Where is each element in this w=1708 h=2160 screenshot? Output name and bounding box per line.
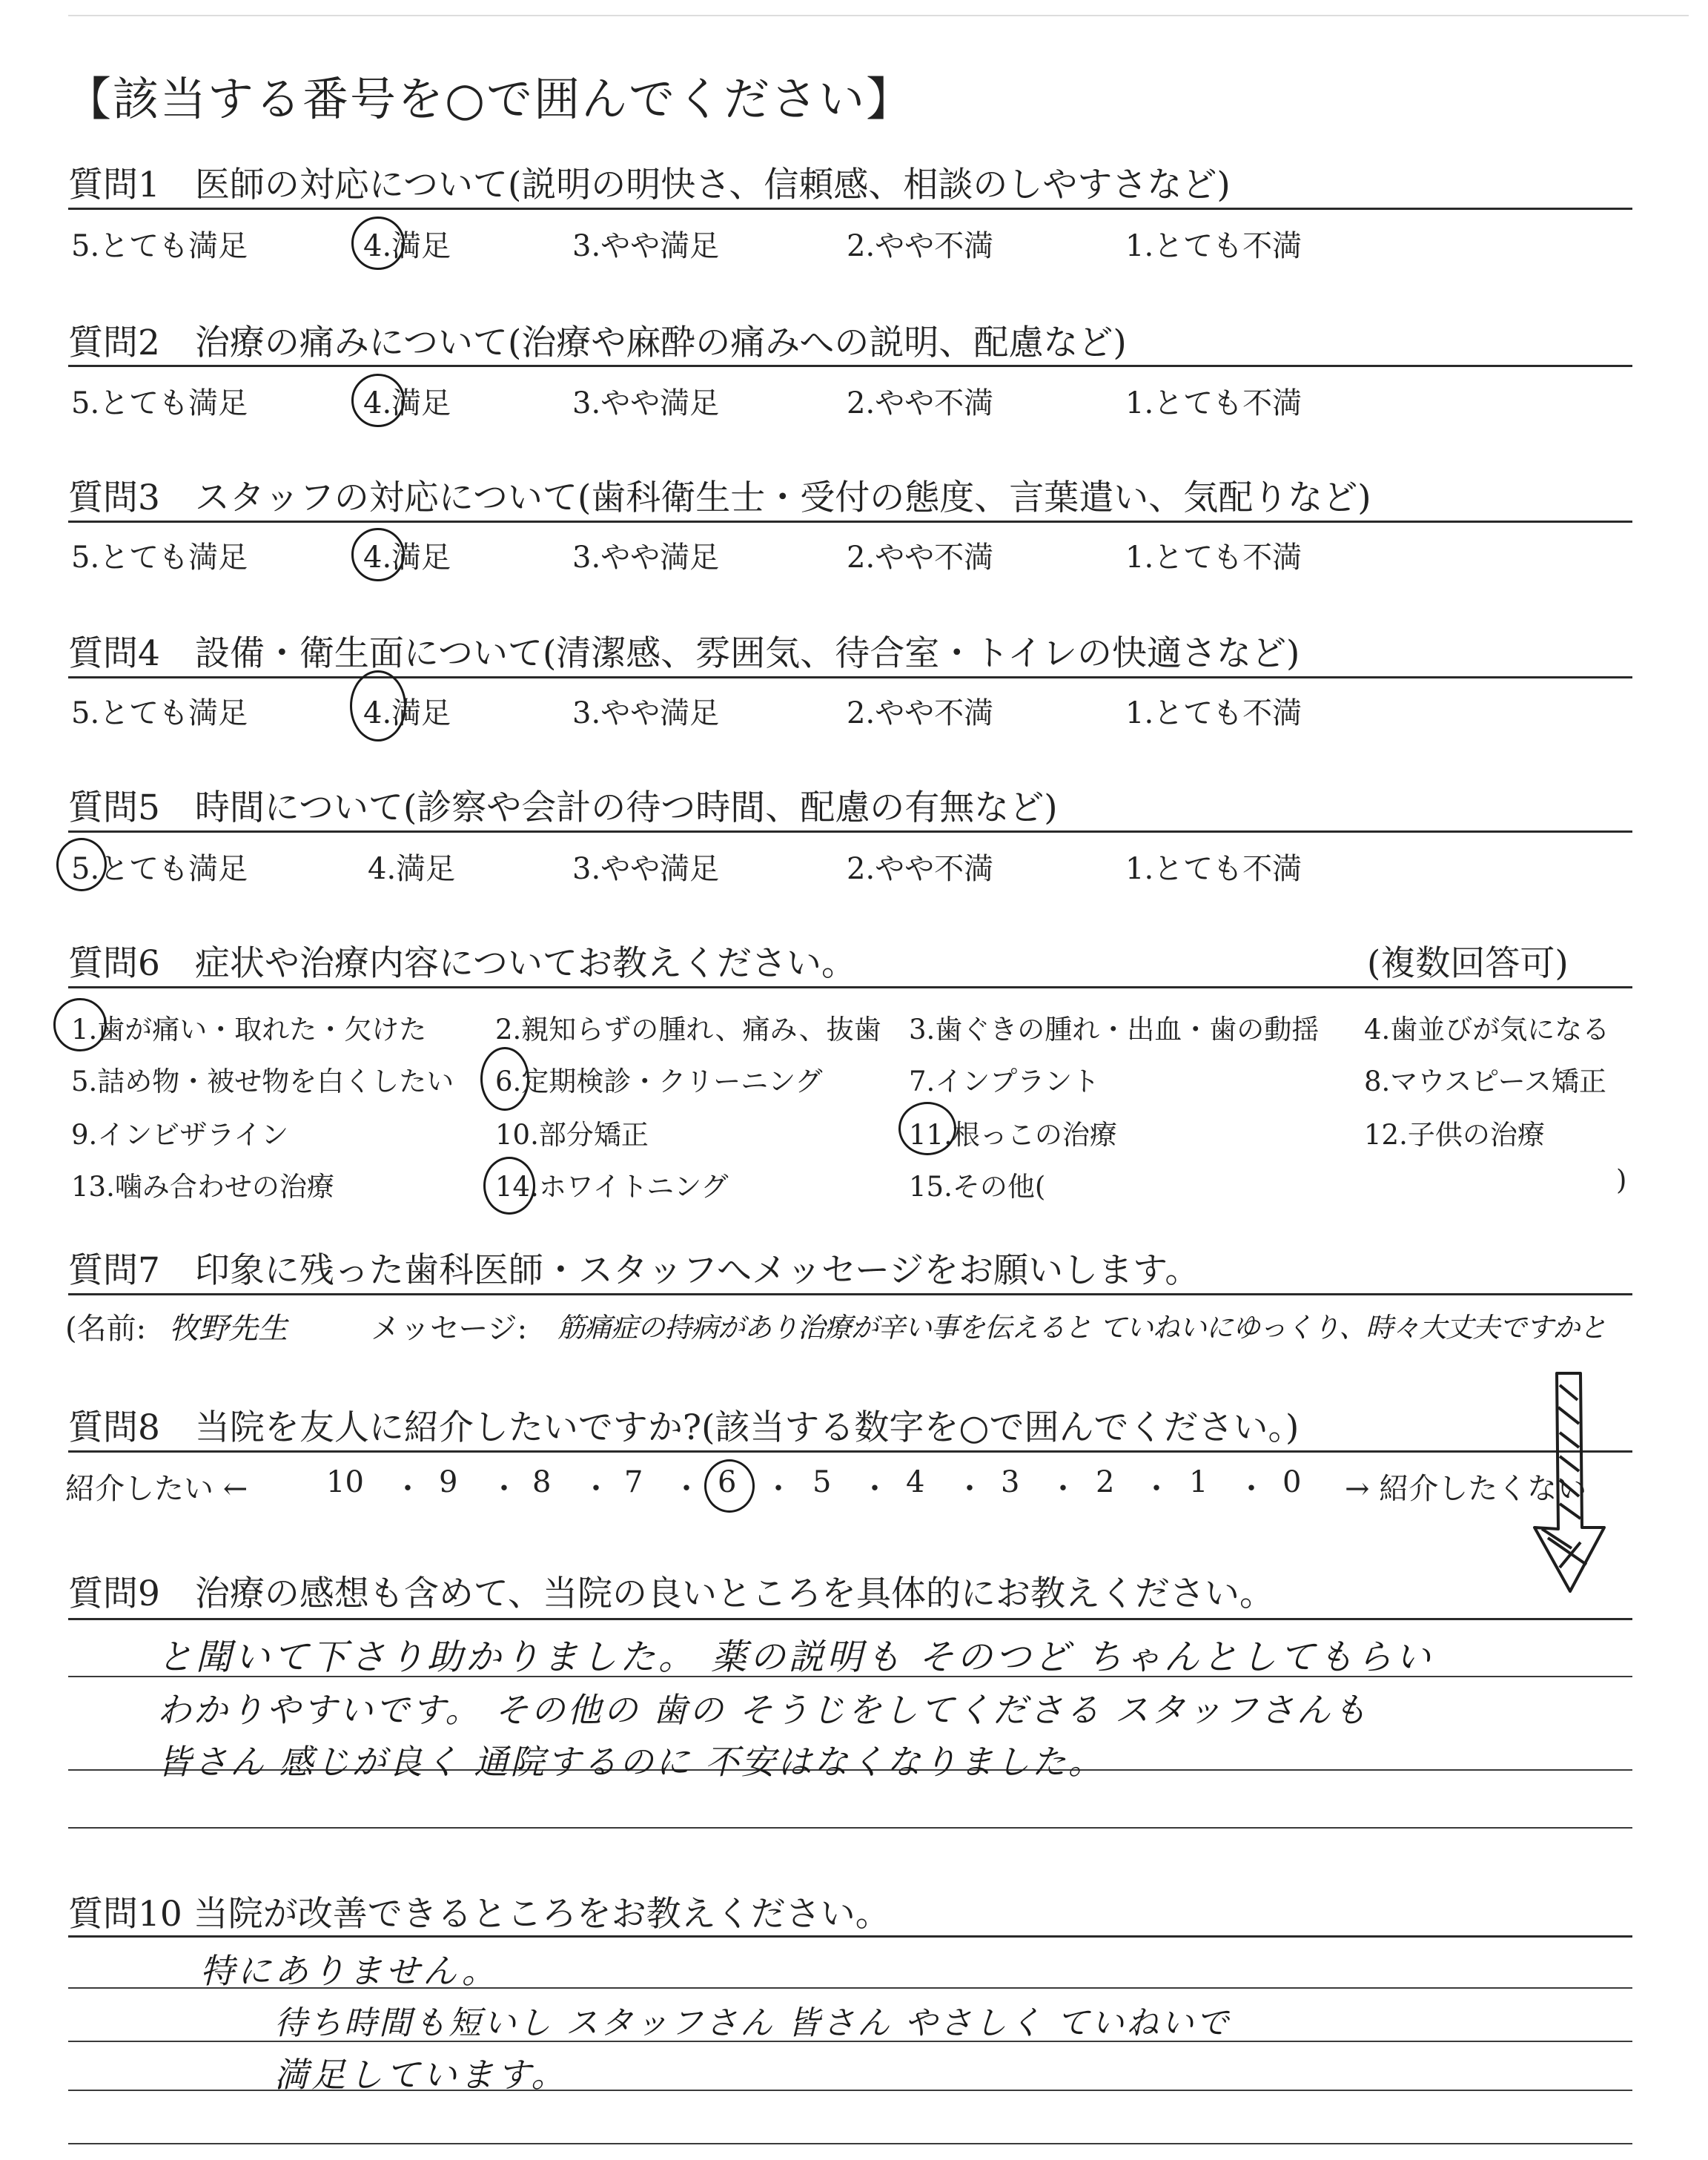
q4-option-2[interactable]: 2.やや不満 [847, 696, 994, 730]
q6-option-9[interactable]: 9.インビザライン [71, 1119, 289, 1151]
q2-rule [68, 365, 1632, 367]
q8-scale-7[interactable]: 7 [624, 1465, 643, 1499]
q3-option-4[interactable]: 4.満足 [363, 541, 451, 575]
q10-answer-line-3[interactable]: 満足しています。 [274, 2055, 569, 2095]
q9-rule [68, 1618, 1632, 1620]
q8-scale-sep: ・ [764, 1472, 793, 1506]
q6-option-5[interactable]: 5.詰め物・被せ物を白くしたい [71, 1066, 454, 1097]
q9-title: 質問9 治療の感想も含めて、当院の良いところを具体的にお教えください。 [68, 1573, 1274, 1614]
q8-scale-1[interactable]: 1 [1189, 1465, 1208, 1499]
q6-option-14[interactable]: 14.ホワイトニング [495, 1171, 729, 1203]
page-header: 【該当する番号を○で囲んでください】 [65, 72, 914, 126]
q6-option-7[interactable]: 7.インプラント [909, 1066, 1100, 1097]
q7-message-label: メッセージ: [371, 1312, 528, 1346]
q3-selection-circle [351, 528, 405, 581]
q5-option-5[interactable]: 5.とても満足 [71, 852, 248, 886]
q2-option-2[interactable]: 2.やや不満 [847, 386, 994, 420]
q2-option-1[interactable]: 1.とても不満 [1125, 386, 1302, 420]
q8-scale-8[interactable]: 8 [532, 1465, 552, 1499]
q3-title: 質問3 スタッフの対応について(歯科衛生士・受付の態度、言葉遣い、気配りなど) [68, 478, 1371, 518]
q7-rule [68, 1293, 1632, 1295]
q8-scale-sep: ・ [1048, 1472, 1078, 1506]
q9-answer-line-1[interactable]: と聞いて下さり助かりました。 薬の説明も そのつど ちゃんとしてもらい [157, 1636, 1434, 1678]
q8-scale-sep: ・ [955, 1472, 984, 1506]
q3-option-3[interactable]: 3.やや満足 [572, 541, 720, 575]
q6-selection-circle-6 [480, 1047, 529, 1111]
q6-option-10[interactable]: 10.部分矯正 [495, 1119, 649, 1151]
q4-option-5[interactable]: 5.とても満足 [71, 696, 248, 730]
q6-title: 質問6 症状や治療内容についてお教えください。 [68, 943, 856, 984]
top-divider [68, 15, 1689, 16]
q2-option-5[interactable]: 5.とても満足 [71, 386, 248, 420]
q10-answer-line-1[interactable]: 特にありません。 [200, 1951, 499, 1991]
q2-option-3[interactable]: 3.やや満足 [572, 386, 720, 420]
q1-selection-circle [351, 217, 405, 270]
q6-option-13[interactable]: 13.噛み合わせの治療 [71, 1171, 334, 1203]
q6-option-12[interactable]: 12.子供の治療 [1364, 1119, 1545, 1151]
q8-scale-4[interactable]: 4 [906, 1465, 925, 1499]
q1-option-5[interactable]: 5.とても満足 [71, 229, 248, 263]
q10-answer-line-2[interactable]: 待ち時間も短いし スタッフさん 皆さん やさしく ていねいで [274, 2004, 1231, 2042]
q6-option-8[interactable]: 8.マウスピース矯正 [1364, 1066, 1606, 1097]
q1-option-2[interactable]: 2.やや不満 [847, 229, 994, 263]
q10-rule [68, 1935, 1632, 1938]
q8-scale-2[interactable]: 2 [1096, 1465, 1115, 1499]
q10-title: 質問10 当院が改善できるところをお教えください。 [68, 1894, 890, 1935]
q5-option-4[interactable]: 4.満足 [368, 852, 456, 886]
q3-rule [68, 521, 1632, 523]
q8-title: 質問8 当院を友人に紹介したいですか?(該当する数字を○で囲んでください。) [68, 1407, 1300, 1448]
q5-option-2[interactable]: 2.やや不満 [847, 852, 994, 886]
q6-option-3[interactable]: 3.歯ぐきの腫れ・出血・歯の動揺 [909, 1014, 1320, 1046]
q10-writing-line [68, 2143, 1632, 2144]
q4-title: 質問4 設備・衛生面について(清潔感、雰囲気、待合室・トイレの快適さなど) [68, 633, 1300, 674]
q5-rule [68, 830, 1632, 833]
q9-answer-line-3[interactable]: 皆さん 感じが良く 通院するのに 不安はなくなりました。 [157, 1742, 1105, 1782]
q9-answer-line-2[interactable]: わかりやすいです。 その他の 歯の そうじをしてくださる スタッフさんも [157, 1690, 1369, 1730]
q8-scale-5[interactable]: 5 [812, 1465, 832, 1499]
q4-option-1[interactable]: 1.とても不満 [1125, 696, 1302, 730]
q8-selection-circle [704, 1459, 755, 1513]
q6-note: (複数回答可) [1367, 943, 1569, 984]
q4-rule [68, 676, 1632, 678]
q4-option-3[interactable]: 3.やや満足 [572, 696, 720, 730]
q1-option-1[interactable]: 1.とても不満 [1125, 229, 1302, 263]
q5-option-3[interactable]: 3.やや満足 [572, 852, 720, 886]
q6-option-2[interactable]: 2.親知らずの腫れ、痛み、抜歯 [495, 1014, 881, 1046]
q8-scale-sep: ・ [1237, 1472, 1266, 1506]
q8-scale-sep: ・ [393, 1472, 423, 1506]
q8-scale-sep: ・ [1142, 1472, 1171, 1506]
q8-scale-sep: ・ [581, 1472, 611, 1506]
q6-rule [68, 986, 1632, 988]
q6-option-15[interactable]: 15.その他( [909, 1171, 1046, 1203]
q6-option-6[interactable]: 6.定期検診・クリーニング [495, 1066, 823, 1097]
q6-option-15-close: ) [1616, 1164, 1627, 1196]
q7-name-label: (名前: [65, 1312, 147, 1346]
q8-scale-sep: ・ [860, 1472, 890, 1506]
q8-scale-sep: ・ [489, 1472, 519, 1506]
q9-writing-line [68, 1827, 1632, 1829]
q1-title: 質問1 医師の対応について(説明の明快さ、信頼感、相談のしやすさなど) [68, 165, 1231, 205]
q7-title: 質問7 印象に残った歯科医師・スタッフへメッセージをお願いします。 [68, 1250, 1200, 1291]
q2-selection-circle [351, 374, 405, 427]
q7-message-value[interactable]: 筋痛症の持病があり治療が辛い事を伝えると ていねいにゆっくり、時々大丈夫ですかと [557, 1312, 1606, 1344]
q5-title: 質問5 時間について(診察や会計の待つ時間、配慮の有無など) [68, 787, 1058, 828]
q8-scale-sep: ・ [672, 1472, 701, 1506]
q5-option-1[interactable]: 1.とても不満 [1125, 852, 1302, 886]
q6-selection-circle-11 [898, 1102, 956, 1155]
q8-scale-3[interactable]: 3 [1001, 1465, 1020, 1499]
q6-option-4[interactable]: 4.歯並びが気になる [1364, 1014, 1610, 1046]
q2-title: 質問2 治療の痛みについて(治療や麻酔の痛みへの説明、配慮など) [68, 323, 1127, 363]
q3-option-1[interactable]: 1.とても不満 [1125, 541, 1302, 575]
q7-name-value[interactable]: 牧野先生 [169, 1312, 288, 1346]
q8-rule [68, 1450, 1632, 1453]
q4-option-4[interactable]: 4.満足 [363, 696, 451, 730]
q6-option-11[interactable]: 11.根っこの治療 [909, 1119, 1117, 1151]
q4-selection-circle [350, 670, 406, 742]
q6-selection-circle-1 [53, 998, 107, 1051]
q8-scale-10[interactable]: 10 [326, 1465, 364, 1499]
q3-option-2[interactable]: 2.やや不満 [847, 541, 994, 575]
q8-left-label: 紹介したい ← [65, 1472, 248, 1506]
hand-drawn-down-arrow [1512, 1370, 1616, 1600]
q8-right-label: → 紹介したくない [1345, 1472, 1587, 1506]
q8-scale-6[interactable]: 6 [718, 1465, 737, 1499]
q1-option-3[interactable]: 3.やや満足 [572, 229, 720, 263]
q8-scale-0[interactable]: 0 [1282, 1465, 1302, 1499]
q6-selection-circle-14 [483, 1157, 535, 1215]
q3-option-5[interactable]: 5.とても満足 [71, 541, 248, 575]
q6-option-1[interactable]: 1.歯が痛い・取れた・欠けた [71, 1014, 427, 1046]
q1-option-4[interactable]: 4.満足 [363, 229, 451, 263]
q5-selection-circle [56, 838, 107, 891]
q2-option-4[interactable]: 4.満足 [363, 386, 451, 420]
q1-rule [68, 208, 1632, 210]
q8-scale-9[interactable]: 9 [439, 1465, 458, 1499]
